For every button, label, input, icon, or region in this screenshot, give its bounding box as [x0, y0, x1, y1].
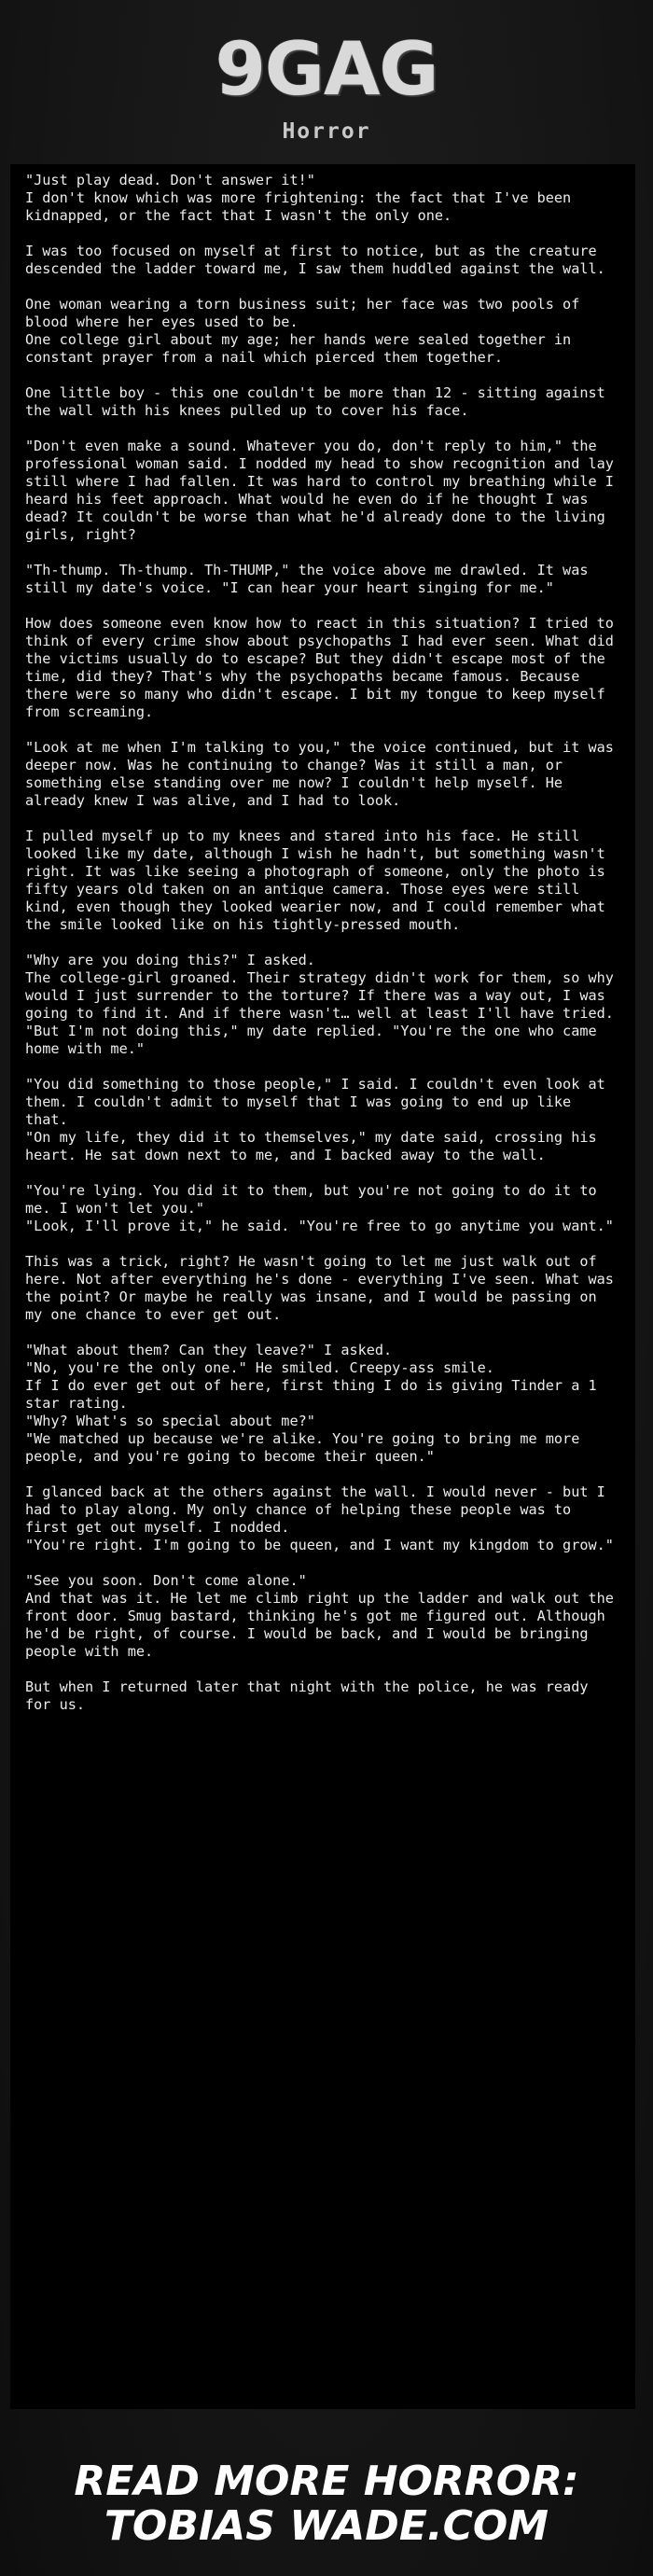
story-paragraph	[25, 1342, 622, 1466]
story-line: One little boy - this one couldn't be more than 12 - sitting against the wall with his knees pulled up to cover his face.	[25, 384, 614, 419]
9gag-logo: 9GAG	[215, 28, 438, 112]
story-text	[25, 172, 622, 1732]
story-line: I don't know which was more frightening: the fact that I've been kidnapped, or the fact that I wasn't the only one.	[25, 189, 580, 224]
story-paragraph	[25, 739, 622, 810]
story-paragraph	[25, 296, 622, 367]
story-panel	[10, 164, 635, 2409]
story-line: I was too focused on myself at first to notice, but as the creature descended the ladder toward me, I saw them huddled against the wall.	[25, 243, 605, 277]
story-line: "Th-thump. Th-thump. Th-THUMP," the voice above me drawled. It was still my date's voice. "I can hear your heart singing for me."	[25, 562, 597, 596]
story-paragraph	[25, 243, 622, 278]
story-line: "On my life, they did it to themselves," my date said, crossing his heart. He sat down next to me, and I backed away to the wall.	[25, 1129, 605, 1163]
story-line: One woman wearing a torn business suit; her face was two pools of blood where her eyes used to be.	[25, 296, 589, 330]
story-line: "Why are you doing this?" I asked.	[25, 952, 315, 968]
story-line: But when I returned later that night with the police, he was ready for us.	[25, 1678, 597, 1713]
story-paragraph	[25, 952, 622, 1058]
story-line: I pulled myself up to my knees and stared into his face. He still looked like my date, although I wish he hadn't, but something wasn't right. It was like seeing a photograph of someone, only the photo is fifty years old taken on an antique camera. Those eyes were still kind, even though they looked wearier now, and I could remember what the smile looked like on his tightly-pressed mouth.	[25, 828, 614, 933]
story-paragraph	[25, 1483, 622, 1554]
logo-subtitle: Horror	[282, 119, 371, 144]
story-line: "But I'm not doing this," my date replied. "You're the one who came home with me."	[25, 1023, 605, 1057]
story-paragraph	[25, 1572, 622, 1661]
story-paragraph	[25, 828, 622, 934]
story-line: "Why? What's so special about me?"	[25, 1413, 315, 1429]
story-line: One college girl about my age; her hands were sealed together in constant prayer from a nail which pierced them together.	[25, 331, 580, 366]
story-line: "See you soon. Don't come alone."	[25, 1572, 307, 1589]
story-line: The college-girl groaned. Their strategy didn't work for them, so why would I just surrender to the torture? If there was a way out, I was going to find it. And if there wasn't… well at least I'll have tried.	[25, 969, 623, 1022]
story-line: This was a trick, right? He wasn't going to let me just walk out of here. Not after everything he's done - everything I've seen. What was the point? Or maybe he really was insane, and I would be passing on my one chance to ever get out.	[25, 1253, 623, 1323]
story-line: And that was it. He let me climb right up the ladder and walk out the front door. Smug bastard, thinking he's got me figured out. Although he'd be right, of course. I would be back, and I would be bringing people with me.	[25, 1590, 623, 1660]
story-line: How does someone even know how to react in this situation? I tried to think of every crime show about psychopaths I had ever seen. What did the victims usually do to escape? But they didn't escape most of the time, did they? That's why the psychopaths became famous. Because there were so many who didn't escape. I bit my tongue to keep myself from screaming.	[25, 615, 623, 720]
story-paragraph	[25, 438, 622, 544]
story-line: "You're lying. You did it to them, but you're not going to do it to me. I won't let you."	[25, 1182, 605, 1217]
story-paragraph	[25, 1253, 622, 1324]
story-line: "Look at me when I'm talking to you," the voice continued, but it was deeper now. Was he continuing to change? Was it still a man, or something else standing over me now? I couldn't help myself. He already knew I was alive, and I had to look.	[25, 739, 623, 809]
footer-banner	[0, 2459, 653, 2549]
story-line: "What about them? Can they leave?" I asked.	[25, 1342, 393, 1358]
story-paragraph	[25, 615, 622, 721]
story-paragraph	[25, 384, 622, 420]
story-line: If I do ever get out of here, first thing I do is giving Tinder a 1 star rating.	[25, 1377, 605, 1412]
story-paragraph	[25, 1678, 622, 1714]
story-paragraph	[25, 172, 622, 225]
story-paragraph	[25, 1076, 622, 1164]
footer-link[interactable]: TOBIAS WADE.COM	[104, 2502, 549, 2550]
story-paragraph	[25, 1182, 622, 1235]
story-line: "Just play dead. Don't answer it!"	[25, 172, 315, 188]
story-line: I glanced back at the others against the wall. I would never - but I had to play along. My only chance of helping these people was to first get out myself. I nodded.	[25, 1483, 614, 1536]
story-line: "We matched up because we're alike. You're going to bring me more people, and you're going to become their queen."	[25, 1430, 589, 1465]
header	[0, 0, 653, 159]
story-line: "You're right. I'm going to be queen, and I want my kingdom to grow."	[25, 1537, 614, 1553]
story-line: "You did something to those people," I said. I couldn't even look at them. I couldn't admit to myself that I was going to end up like that.	[25, 1076, 614, 1128]
story-line: "Don't even make a sound. Whatever you do, don't reply to him," the professional woman said. I nodded my head to show recognition and lay still where I had fallen. It was hard to control my breathing while I heard his feet approach. What would he even do if he thought I was dead? It couldn't be worse than what he'd already done to the living girls, right?	[25, 438, 623, 543]
story-paragraph	[25, 562, 622, 597]
footer-line-1: READ MORE HORROR:	[74, 2458, 579, 2505]
story-line: "No, you're the only one." He smiled. Creepy-ass smile.	[25, 1359, 494, 1376]
story-line: "Look, I'll prove it," he said. "You're free to go anytime you want."	[25, 1218, 614, 1234]
